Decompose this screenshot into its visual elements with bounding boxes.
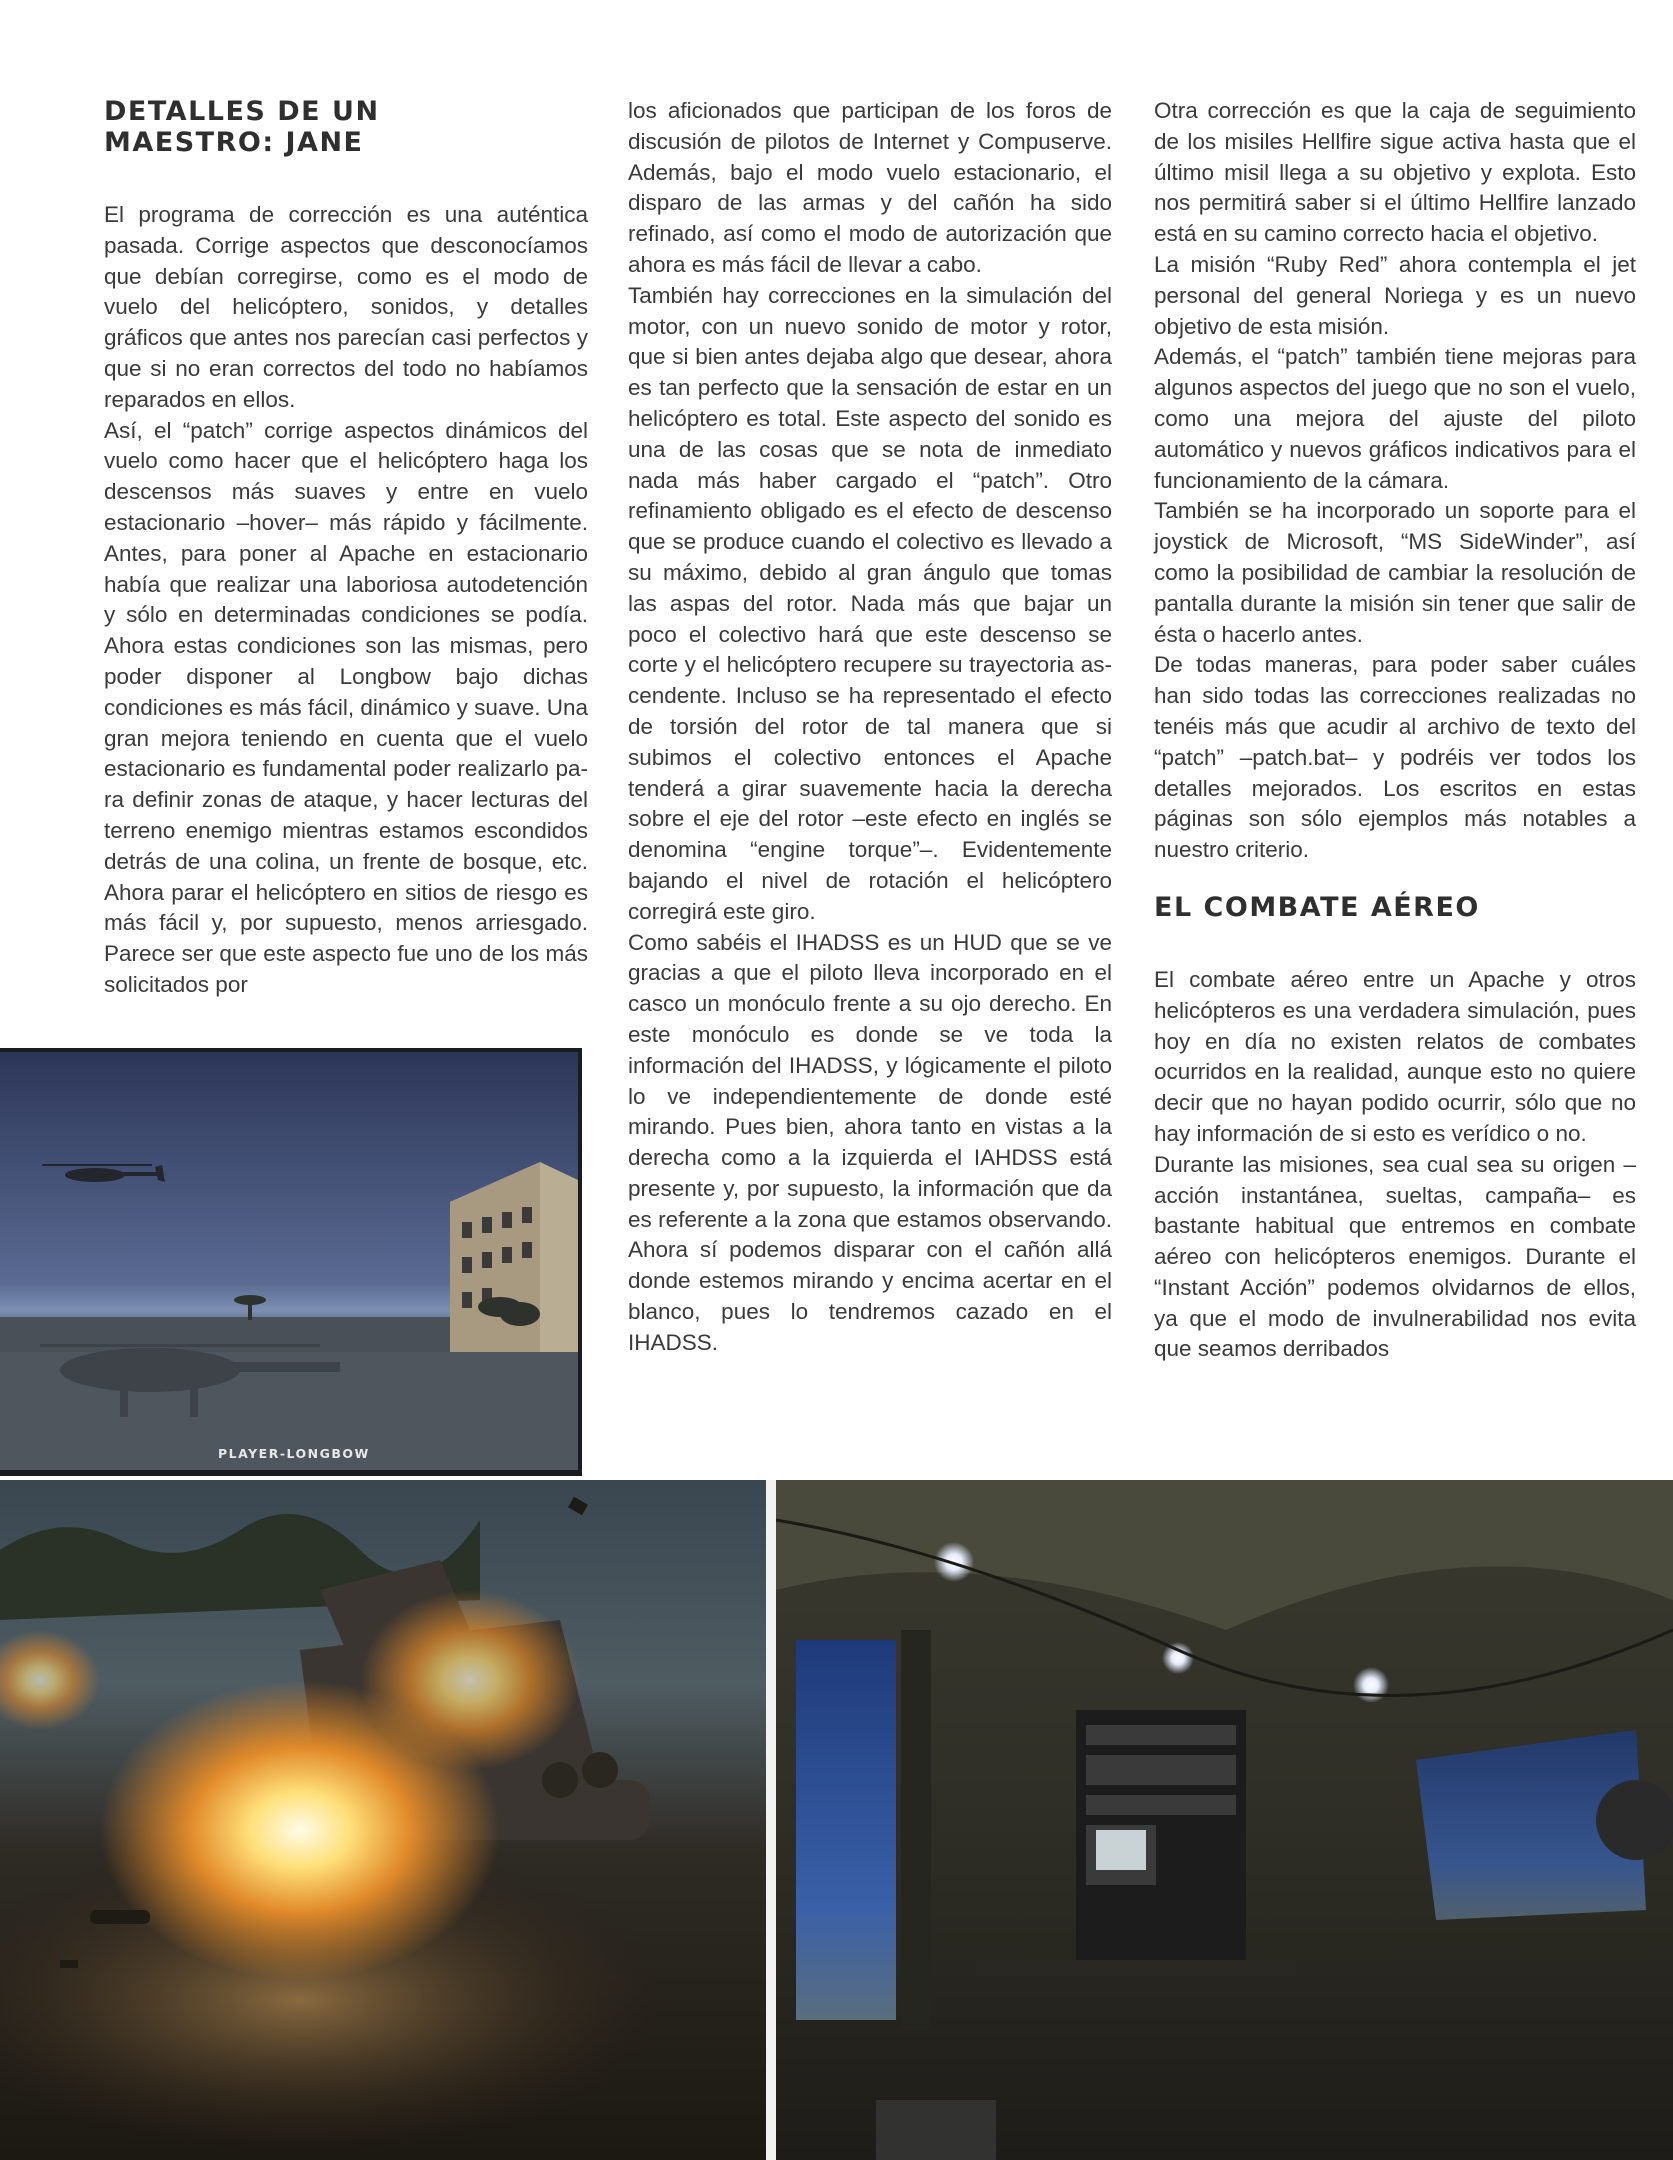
- photo-gutter: [766, 1480, 776, 2160]
- paragraph: los aficionados que participan de los foros de discusión de pilotos de Internet y Compuserve. Además, bajo el modo vuelo estacionario, el disparo de las armas y del cañón ha sido refinado, así como el modo de autorización que ahora es más fácil de llevar a cabo.: [628, 98, 1112, 277]
- photo-explosion: [0, 1480, 766, 2160]
- screenshot-caption: PLAYER-LONGBOW: [218, 1446, 370, 1461]
- text-column-3: [1154, 96, 1636, 1365]
- paragraph: También hay correcciones en la simulación del motor, con un nuevo sonido de motor y rotor, que si bien antes dejaba algo que desear, ahora es tan perfecto que la sensación de estar en un helicóptero es total. Este aspecto del sonido es una de las cosas que se nota de inmediato nada más haber cargado el “patch”. Otro refinamiento obligado es el efecto de descenso que se produce cuando el colectivo es llevado a su máximo, debido al gran ángulo que tomas las aspas del rotor. Nada más que bajar un poco el colectivo hará que este descenso se corte y el helicóptero recupere su trayectoria ascendente. Incluso se ha representado el efecto de torsión del rotor de tal manera que si subimos el colectivo entonces el Apache tenderá a girar suavemente hacia la derecha sobre el eje del rotor –este efecto en inglés se denomina “engine torque”–. Evidentemente bajando el nivel de rotación el helicóptero corregirá este giro.: [628, 282, 1112, 924]
- paragraph: La misión “Ruby Red” ahora contempla el jet personal del general Noriega y es un nuevo objetivo de esta misión.: [1154, 251, 1636, 339]
- paragraph: El programa de corrección es una auténtica pasada. Corrige aspectos que desconocíamos que debían corregirse, como es el modo de vuelo del helicóptero, sonidos, y detalles gráficos que antes nos parecían casi perfectos y que si no eran correctos del todo no habíamos reparados en ellos.: [104, 202, 588, 412]
- paragraph: También se ha incorporado un soporte para el joystick de Microsoft, “MS SideWinder”, así como la posibilidad de cambiar la resolución de pantalla durante la misión sin tener que salir de ésta o hacerlo antes.: [1154, 498, 1636, 647]
- paragraph: De todas maneras, para poder saber cuáles han sido todas las correcciones realizadas no tenéis más que acudir al archivo de texto del “patch” –patch.bat– y podréis ver todos los detalles mejorados. Los escritos en estas páginas son sólo ejemplos más notables a nuestro criterio.: [1154, 652, 1636, 863]
- paragraph: Otra corrección es que la caja de seguimiento de los misiles Hellfire sigue activa hasta que el último misil llega a su objetivo y explota. Esto nos permitirá saber si el último Hellfire lanzado está en su camino correcto hacia el objetivo.: [1154, 98, 1636, 247]
- section-heading-combate-aereo: EL COMBATE AÉREO: [1154, 891, 1480, 923]
- section-heading-jane: DETALLES DE UN MAESTRO: JANE: [104, 96, 380, 158]
- text-column-2: [628, 96, 1112, 1359]
- photo-tent-interior: [776, 1480, 1673, 2160]
- paragraph: Además, el “patch” también tiene mejoras para algunos aspectos del juego que no son el vuelo, como una mejora del ajuste del piloto automático y nuevos gráficos indicativos para el funcionamiento de la cámara.: [1154, 344, 1636, 493]
- paragraph: Durante las misiones, sea cual sea su origen –acción instantánea, sueltas, campaña– es bastante habitual que entremos en combate aéreo con helicópteros enemigos. Durante el “Instant Acción” podemos olvidarnos de ellos, ya que el modo de invulnerabilidad nos evita que seamos derribados: [1154, 1151, 1636, 1362]
- text-column-1: [104, 96, 588, 1001]
- paragraph: Como sabéis el IHADSS es un HUD que se ve gracias a que el piloto lleva incorporado en el casco un monóculo frente a su ojo derecho. En este monóculo es donde se ve toda la información del IHADSS, y lógicamente el piloto lo ve independientemente de donde esté mirando. Pues bien, ahora tanto en vistas a la derecha como a la izquierda el IAHDSS está presente y, por supuesto, la información que da es referente a la zona que estamos observando. Ahora sí podemos disparar con el cañón allá donde estemos mirando y encima acertar en el blanco, pues lo tendremos cazado en el IHADSS.: [628, 929, 1112, 1355]
- paragraph: Así, el “patch” corrige aspectos dinámicos del vuelo como hacer que el helicóptero haga los descensos más suaves y entre en vuelo estacionario –hover– más rápido y fácilmente. Antes, para poner al Apache en estacionario había que realizar una laboriosa autodetención y sólo en determinadas condiciones se podía. Ahora estas condiciones son las mismas, pero poder disponer al Longbow bajo dichas condiciones es más fácil, dinámico y suave. Una gran mejora teniendo en cuenta que el vuelo estacionario es fundamental poder realizarlo para definir zonas de ataque, y hacer lecturas del terreno enemigo mientras estamos escondidos detrás de una colina, un frente de bosque, etc. Ahora parar el helicóptero en sitios de riesgo es más fácil y, por supuesto, menos arriesgado. Parece ser que este aspecto fue uno de los más solicitados por: [104, 417, 588, 997]
- paragraph: El combate aéreo entre un Apache y otros helicópteros es una verdadera simulación, pues hoy en día no existen relatos de combates ocurridos en la realidad, aunque esto no quiere decir que no hayan podido ocurrir, sólo que no hay información de si esto es verídico o no.: [1154, 966, 1636, 1146]
- game-screenshot-helicopter: [0, 1052, 578, 1470]
